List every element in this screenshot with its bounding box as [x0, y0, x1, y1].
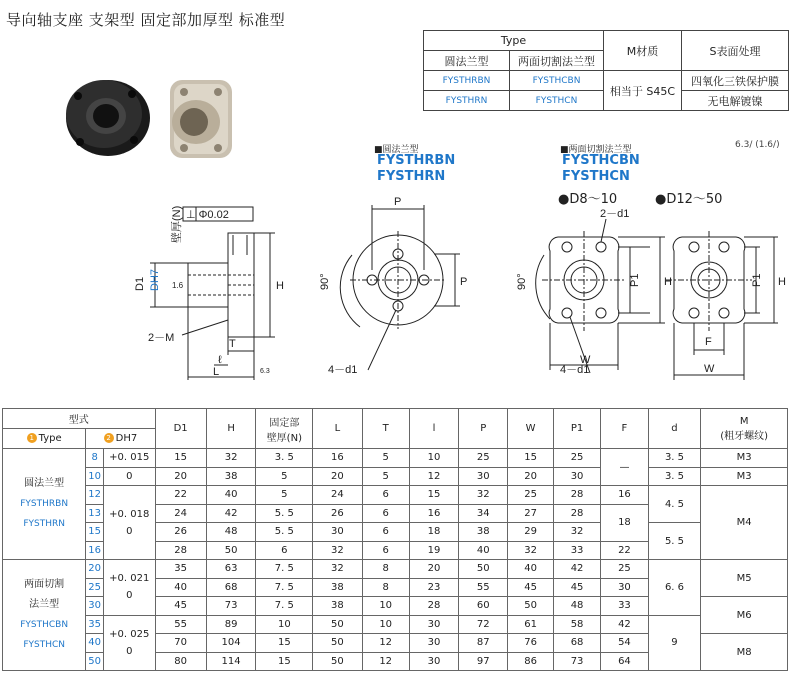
table-cell: 24 — [155, 504, 206, 523]
table-cell: 29 — [508, 523, 554, 542]
product-photo — [58, 70, 248, 160]
table-cell: M3 — [701, 449, 788, 468]
d-cell: 30 — [86, 597, 104, 616]
two-p1-label: P1 — [629, 273, 641, 287]
table-cell: 38 — [206, 467, 256, 486]
table-cell: 33 — [553, 541, 600, 560]
material-cell: 相当于 S45C — [604, 71, 682, 111]
flatness-label: ⊥ Φ0.02 — [186, 209, 229, 221]
table-cell: 10 — [362, 615, 409, 634]
t-header: T — [362, 409, 409, 449]
table-cell: 30 — [409, 615, 458, 634]
side-view — [150, 207, 275, 380]
table-cell: 15 — [256, 634, 313, 653]
table-cell: 16 — [409, 504, 458, 523]
table-cell: 15 — [155, 449, 206, 468]
table-cell: 5. 5 — [256, 523, 313, 542]
table-cell: 18 — [409, 523, 458, 542]
type-group-round: 圆法兰型 FYSTHRBN FYSTHRN — [3, 449, 86, 560]
table-cell: 50 — [313, 652, 362, 671]
d-cell: 8 — [86, 449, 104, 468]
table-cell: 97 — [459, 652, 508, 671]
type-cell: FYSTHRN — [424, 91, 510, 111]
table-cell: 19 — [409, 541, 458, 560]
table-cell: 45 — [553, 578, 600, 597]
table-cell: 89 — [206, 615, 256, 634]
two-4d1-label: 4－d1 — [560, 364, 590, 376]
table-cell: 50 — [313, 634, 362, 653]
number-badge-icon: 1 — [27, 433, 37, 443]
h-header: H — [206, 409, 256, 449]
tol-cell: +0. 018 0 — [104, 486, 156, 560]
d-cell: 20 — [86, 560, 104, 579]
table-cell: 114 — [206, 652, 256, 671]
table-cell: 45 — [155, 597, 206, 616]
page-title: 导向轴支座 支架型 固定部加厚型 标准型 — [6, 11, 286, 29]
table-cell: 24 — [313, 486, 362, 505]
m-header: M (粗牙螺纹) — [701, 409, 788, 449]
two-cut-large-view — [666, 231, 778, 380]
table-cell: 76 — [508, 634, 554, 653]
table-cell: 35 — [155, 560, 206, 579]
table-cell: 16 — [313, 449, 362, 468]
table-cell: 40 — [155, 578, 206, 597]
table-cell: 30 — [553, 467, 600, 486]
table-cell: 73 — [206, 597, 256, 616]
table-cell: 7. 5 — [256, 560, 313, 579]
two-p1b-label: P1 — [751, 273, 763, 287]
table-cell: 25 — [508, 486, 554, 505]
table-cell: 6. 6 — [648, 560, 701, 616]
table-cell: 30 — [313, 523, 362, 542]
two-90-label: 90° — [516, 273, 528, 290]
two-wb-label: W — [704, 363, 715, 375]
d-cell: 25 — [86, 578, 104, 597]
w-header: W — [508, 409, 554, 449]
table-cell: 4. 5 — [648, 486, 701, 523]
table-cell: 48 — [553, 597, 600, 616]
table-cell: 20 — [155, 467, 206, 486]
surface-cell: 无电解镀镍 — [682, 91, 789, 111]
table-cell: 16 — [601, 486, 648, 505]
table-cell: 54 — [601, 634, 648, 653]
two-cut-flange-header: 两面切割法兰型 — [510, 51, 604, 71]
table-cell: 72 — [459, 615, 508, 634]
table-cell: 28 — [553, 486, 600, 505]
table-cell: 68 — [206, 578, 256, 597]
tol-cell: 0 — [104, 467, 156, 486]
l-header: L — [313, 409, 362, 449]
table-cell: 30 — [459, 467, 508, 486]
table-cell: 6 — [256, 541, 313, 560]
roughness-16-label: 1.6 — [172, 281, 184, 290]
black-flange-image — [66, 80, 150, 156]
d-range-small: ●D8～10 — [558, 192, 618, 207]
d-range-large: ●D12～50 — [655, 192, 723, 207]
table-cell: 25 — [553, 449, 600, 468]
table-cell: M5 — [701, 560, 788, 597]
type-group-two-cut: 两面切割 法兰型 FYSTHCBN FYSTHCN — [3, 560, 86, 671]
surface-header: S表面处理 — [682, 31, 789, 71]
table-cell: 15 — [256, 652, 313, 671]
table-cell: 28 — [553, 504, 600, 523]
table-cell: 32 — [459, 486, 508, 505]
table-cell: 60 — [459, 597, 508, 616]
l-small-header: l — [409, 409, 458, 449]
two-cut-model-1: FYSTHCBN — [562, 153, 640, 168]
2m-label: 2－M — [148, 332, 175, 344]
table-cell: 12 — [362, 634, 409, 653]
d-cell: 50 — [86, 652, 104, 671]
table-cell: 7. 5 — [256, 578, 313, 597]
table-cell: 3. 5 — [648, 449, 701, 468]
table-cell: 40 — [206, 486, 256, 505]
table-cell: 87 — [459, 634, 508, 653]
table-cell: 6 — [362, 523, 409, 542]
d1-header: D1 — [155, 409, 206, 449]
table-cell: 5 — [256, 486, 313, 505]
table-cell: 5 — [362, 467, 409, 486]
l-small-label: ℓ — [218, 354, 222, 366]
table-cell: 8 — [362, 578, 409, 597]
table-cell: 68 — [553, 634, 600, 653]
type-header: Type — [424, 31, 604, 51]
two-cut-small-view — [536, 219, 665, 373]
table-cell: 38 — [313, 597, 362, 616]
two-f-label: F — [705, 336, 712, 348]
table-cell: 104 — [206, 634, 256, 653]
table-cell: 10 — [256, 615, 313, 634]
tol-cell: +0. 025 0 — [104, 615, 156, 671]
number-badge-icon: 2 — [104, 433, 114, 443]
table-cell: 32 — [313, 541, 362, 560]
table-cell: M3 — [701, 467, 788, 486]
tol-cell: +0. 021 0 — [104, 560, 156, 616]
table-cell: 30 — [409, 652, 458, 671]
surface-cell: 四氧化三铁保护膜 — [682, 71, 789, 91]
l-large-label: L — [213, 366, 220, 378]
table-cell: 32 — [553, 523, 600, 542]
d-cell: 13 — [86, 504, 104, 523]
wall-label: 壁厚(N) — [171, 205, 183, 243]
table-cell: 58 — [553, 615, 600, 634]
d-cell: 15 — [86, 523, 104, 542]
table-cell: 25 — [601, 560, 648, 579]
table-cell: 32 — [508, 541, 554, 560]
table-cell: 34 — [459, 504, 508, 523]
table-cell: 20 — [409, 560, 458, 579]
table-cell: 26 — [313, 504, 362, 523]
d-header: d — [648, 409, 701, 449]
dh7-label: DH7 — [149, 268, 161, 291]
table-cell: 3. 5 — [648, 467, 701, 486]
two-cut-model-2: FYSTHCN — [562, 169, 630, 184]
type-header: 1 Type — [3, 429, 86, 449]
table-cell: 20 — [508, 467, 554, 486]
table-cell: 45 — [508, 578, 554, 597]
two-h-label: H — [664, 276, 672, 288]
h-label: H — [276, 280, 284, 292]
table-cell: 12 — [409, 467, 458, 486]
table-cell: 70 — [155, 634, 206, 653]
two-cut-flange-label: ■两面切割法兰型 — [560, 145, 632, 155]
two-hb-label: H — [778, 276, 786, 288]
table-cell: 23 — [409, 578, 458, 597]
table-cell: 10 — [409, 449, 458, 468]
table-cell: 9 — [648, 615, 701, 671]
table-cell: 30 — [601, 578, 648, 597]
table-cell: 8 — [362, 560, 409, 579]
table-cell: 20 — [313, 467, 362, 486]
table-cell: 26 — [155, 523, 206, 542]
material-header: M材质 — [604, 31, 682, 71]
silver-flange-image — [170, 80, 232, 158]
table-cell: 5. 5 — [256, 504, 313, 523]
round-90-label: 90° — [319, 273, 331, 290]
type-cell: FYSTHRBN — [424, 71, 510, 91]
model-header: 型式 — [3, 409, 156, 429]
table-cell: 50 — [313, 615, 362, 634]
table-cell: 6 — [362, 541, 409, 560]
table-cell: 50 — [459, 560, 508, 579]
type-cell: FYSTHCBN — [510, 71, 604, 91]
round-flange-label: ■圆法兰型 — [374, 145, 419, 155]
table-cell: 22 — [155, 486, 206, 505]
table-cell: 5 — [256, 467, 313, 486]
table-cell: 5. 5 — [648, 523, 701, 560]
round-flange-view — [340, 205, 460, 370]
table-cell: 27 — [508, 504, 554, 523]
table-cell: 18 — [601, 504, 648, 541]
d-cell: 40 — [86, 634, 104, 653]
f-header: F — [601, 409, 648, 449]
wall-header: 固定部 壁厚(N) — [256, 409, 313, 449]
tol-cell: +0. 015 — [104, 449, 156, 468]
table-cell: 33 — [601, 597, 648, 616]
p-header: P — [459, 409, 508, 449]
table-cell: 38 — [459, 523, 508, 542]
round-p-label: P — [394, 196, 402, 208]
table-cell: 32 — [206, 449, 256, 468]
d-cell: 16 — [86, 541, 104, 560]
table-cell: 15 — [508, 449, 554, 468]
table-cell: 55 — [155, 615, 206, 634]
table-cell: 61 — [508, 615, 554, 634]
two-w-label: W — [580, 354, 591, 366]
table-cell: 30 — [409, 634, 458, 653]
p1-header: P1 — [553, 409, 600, 449]
table-cell: 12 — [362, 652, 409, 671]
d-cell: 35 — [86, 615, 104, 634]
d-cell: 10 — [86, 467, 104, 486]
table-cell: — — [601, 449, 648, 486]
table-cell: 6 — [362, 486, 409, 505]
table-cell: 32 — [313, 560, 362, 579]
t-label: T — [229, 338, 236, 350]
table-cell: 80 — [155, 652, 206, 671]
round-model-2: FYSTHRN — [377, 169, 446, 184]
round-p-side-label: P — [460, 276, 468, 288]
table-cell: 22 — [601, 541, 648, 560]
table-cell: 64 — [601, 652, 648, 671]
technical-drawing — [110, 195, 790, 390]
table-cell: 42 — [601, 615, 648, 634]
table-cell: 63 — [206, 560, 256, 579]
table-cell: 73 — [553, 652, 600, 671]
table-cell: 42 — [553, 560, 600, 579]
d-cell: 12 — [86, 486, 104, 505]
table-cell: 48 — [206, 523, 256, 542]
table-cell: M6 — [701, 597, 788, 634]
round-flange-header: 圆法兰型 — [424, 51, 510, 71]
round-model-1: FYSTHRBN — [377, 153, 456, 168]
table-cell: 5 — [362, 449, 409, 468]
table-cell: 10 — [362, 597, 409, 616]
table-cell: 50 — [508, 597, 554, 616]
table-cell: 6 — [362, 504, 409, 523]
table-cell: 38 — [313, 578, 362, 597]
spec-table — [2, 408, 788, 671]
table-cell: 3. 5 — [256, 449, 313, 468]
dh7-header: 2 DH7 — [86, 429, 155, 449]
table-cell: 28 — [155, 541, 206, 560]
round-4d1-label: 4－d1 — [328, 364, 358, 376]
table-cell: M4 — [701, 486, 788, 560]
table-cell: 55 — [459, 578, 508, 597]
table-cell: 40 — [459, 541, 508, 560]
table-cell: 86 — [508, 652, 554, 671]
roughness-symbol: 6.3/ (1.6/) — [735, 140, 780, 150]
table-cell: M8 — [701, 634, 788, 671]
table-cell: 50 — [206, 541, 256, 560]
table-cell: 15 — [409, 486, 458, 505]
table-cell: 40 — [508, 560, 554, 579]
material-table — [423, 30, 789, 111]
table-cell: 28 — [409, 597, 458, 616]
table-cell: 25 — [459, 449, 508, 468]
type-cell: FYSTHCN — [510, 91, 604, 111]
table-cell: 42 — [206, 504, 256, 523]
table-cell: 7. 5 — [256, 597, 313, 616]
d1-label: D1 — [134, 276, 146, 291]
two-2d1-label: 2－d1 — [600, 208, 630, 220]
roughness-63-label: 6.3 — [260, 368, 270, 375]
